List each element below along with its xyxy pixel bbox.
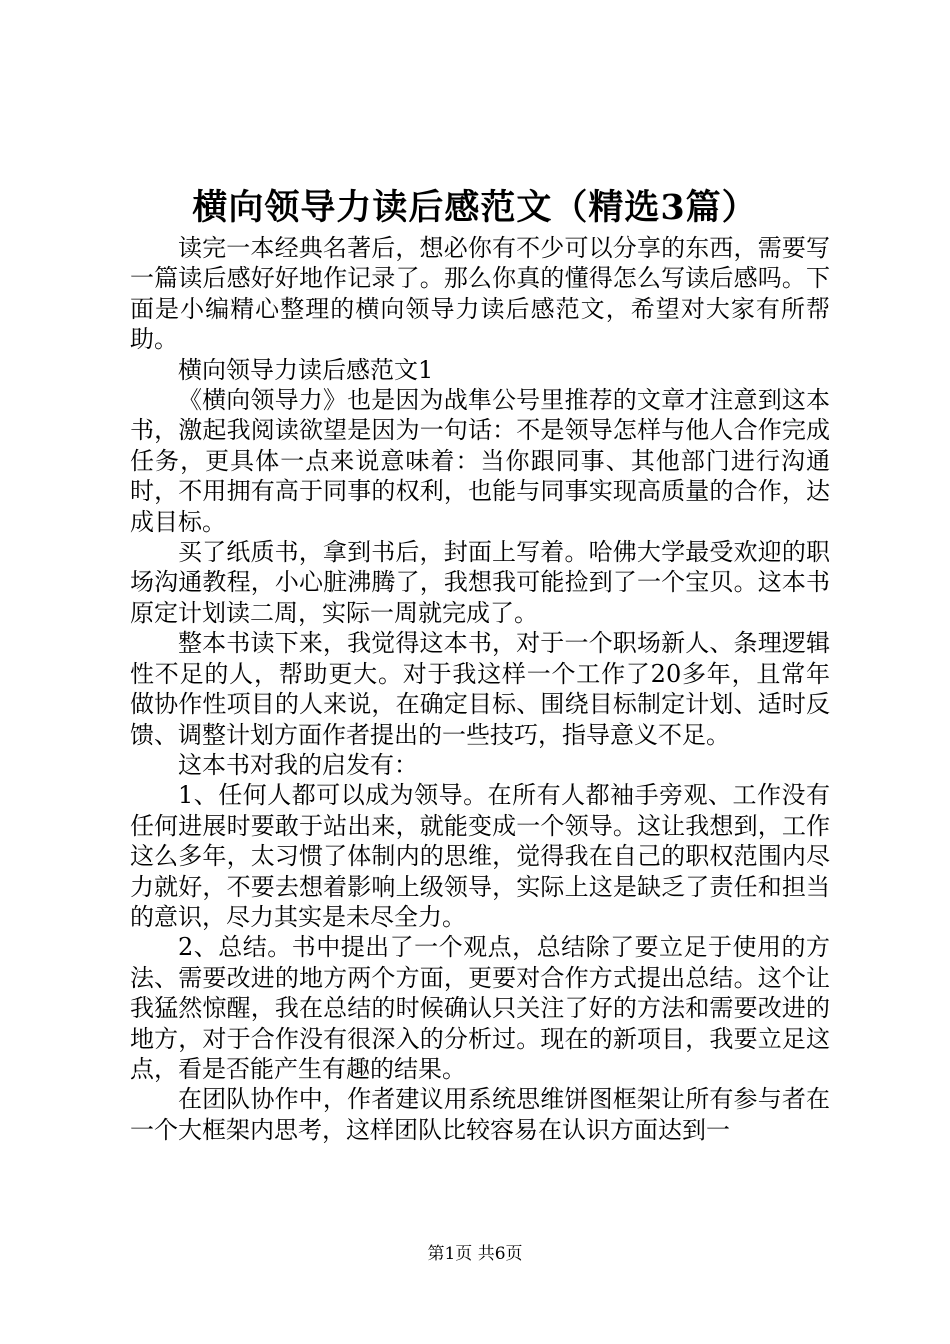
section-heading: 横向领导力读后感范文1: [178, 355, 434, 384]
page-number-footer: 第1页 共6页: [427, 1244, 523, 1264]
body-paragraph: 1、任何人都可以成为领导。在所有人都袖手旁观、工作没有任何进展时要敢于站出来，就能变成一个领导。这让我想到，工作这么多年，太习惯了体制内的思维，觉得我在自己的职权范围内尽力就好，不要去想着影响上级领导，实际上这是缺乏了责任和担当的意识，尽力其实是未尽全力。: [130, 781, 830, 931]
body-paragraph: 在团队协作中，作者建议用系统思维饼图框架让所有参与者在一个大框架内思考，这样团队比较容易在认识方面达到一: [130, 1085, 830, 1144]
document-body: [130, 233, 830, 1145]
page-title: 横向领导力读后感范文（精选3篇）: [192, 187, 758, 228]
body-paragraph: 《横向领导力》也是因为战隼公号里推荐的文章才注意到这本书，激起我阅读欲望是因为一句话：不是领导怎样与他人合作完成任务，更具体一点来说意味着：当你跟同事、其他部门进行沟通时，不用拥有高于同事的权利，也能与同事实现高质量的合作，达成目标。: [130, 386, 830, 536]
body-paragraph: 这本书对我的启发有：: [178, 750, 418, 779]
body-paragraph: 2、总结。书中提出了一个观点，总结除了要立足于使用的方法、需要改进的地方两个方面，更要对合作方式提出总结。这个让我猛然惊醒，我在总结的时候确认只关注了好的方法和需要改进的地方，对于合作没有很深入的分析过。现在的新项目，我要立足这点，看是否能产生有趣的结果。: [130, 933, 830, 1083]
body-paragraph: 整本书读下来，我觉得这本书，对于一个职场新人、条理逻辑性不足的人，帮助更大。对于我这样一个工作了20多年，且常年做协作性项目的人来说，在确定目标、围绕目标制定计划、适时反馈、调整计划方面作者提出的一些技巧，指导意义不足。: [130, 629, 830, 749]
intro-paragraph: 读完一本经典名著后，想必你有不少可以分享的东西，需要写一篇读后感好好地作记录了。那么你真的懂得怎么写读后感吗。下面是小编精心整理的横向领导力读后感范文，希望对大家有所帮助。: [130, 234, 830, 354]
body-paragraph: 买了纸质书，拿到书后，封面上写着。哈佛大学最受欢迎的职场沟通教程，小心脏沸腾了，我想我可能捡到了一个宝贝。这本书原定计划读二周，实际一周就完成了。: [130, 538, 830, 627]
